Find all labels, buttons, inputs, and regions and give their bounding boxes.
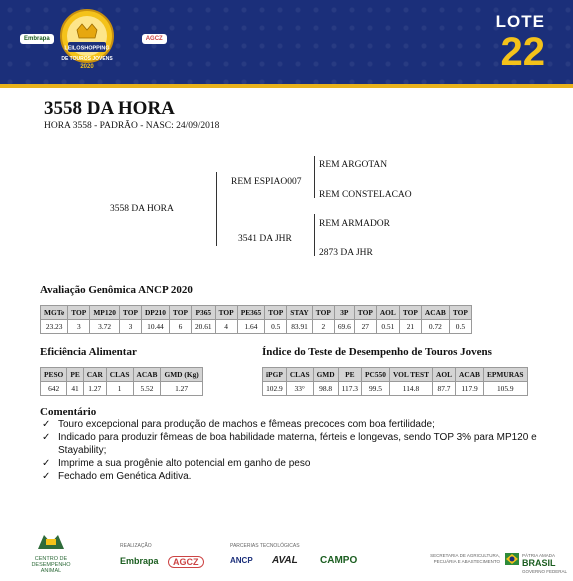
pedigree-connector — [314, 214, 315, 256]
table-cell: 10.44 — [141, 320, 169, 334]
table-cell: 1.64 — [237, 320, 265, 334]
cde-logo-icon — [36, 531, 66, 551]
embrapa-logo: Embrapa — [20, 34, 54, 44]
brasil-logo: BRASIL — [522, 558, 556, 568]
column-header: DP210 — [141, 306, 169, 320]
check-icon: ✓ — [42, 458, 51, 469]
table-cell: 1.27 — [83, 382, 106, 396]
agcz-logo: AGCZ — [142, 34, 167, 44]
table-cell: 2 — [312, 320, 334, 334]
comments-title: Comentário — [40, 406, 97, 418]
column-header: EPMURAS — [483, 368, 527, 382]
campo-logo: CAMPO — [320, 555, 358, 566]
table-row — [41, 306, 472, 320]
column-header: ACAB — [456, 368, 484, 382]
performance-title: Índice do Teste de Desempenho de Touros Jovens — [262, 346, 492, 358]
column-header: ACAB — [421, 306, 449, 320]
column-header: TOP — [265, 306, 287, 320]
table-cell: 83.91 — [287, 320, 313, 334]
column-header: TOP — [119, 306, 141, 320]
table-cell: 20.61 — [191, 320, 215, 334]
column-header: PE365 — [237, 306, 265, 320]
column-header: PE — [67, 368, 83, 382]
column-header: P365 — [191, 306, 215, 320]
table-cell: 4 — [215, 320, 237, 334]
column-header: AOL — [433, 368, 456, 382]
table-cell: 27 — [354, 320, 376, 334]
table-cell: 102.9 — [263, 382, 287, 396]
comments-list — [40, 418, 540, 483]
table-cell: 3 — [68, 320, 90, 334]
brasil-flag-icon — [505, 553, 519, 565]
list-item — [40, 470, 540, 483]
pedigree-connector — [314, 156, 315, 198]
pedigree-dam: 3541 DA JHR — [238, 234, 292, 244]
brasil-top-label: PÁTRIA AMADA — [522, 553, 556, 558]
table-cell: 3.72 — [90, 320, 120, 334]
ancp-logo: ANCP — [230, 556, 253, 565]
table-cell: 117.3 — [338, 382, 361, 396]
list-item — [40, 457, 540, 470]
table-cell: 69.6 — [334, 320, 354, 334]
table-cell: 21 — [399, 320, 421, 334]
leiloshopping-emblem — [52, 6, 122, 76]
comment-text: Imprime a sua progênie alto potencial em ganho de peso — [58, 458, 311, 469]
column-header: MGTe — [41, 306, 68, 320]
list-item — [40, 418, 540, 431]
table-row — [41, 382, 203, 396]
parcerias-label: PARCERIAS TECNOLÓGICAS — [230, 543, 300, 549]
column-header: GMD — [313, 368, 338, 382]
lote-number: 22 — [500, 30, 545, 74]
pedigree-sire-sire: REM ARGOTAN — [319, 160, 388, 170]
column-header: TOP — [449, 306, 471, 320]
column-header: TOP — [354, 306, 376, 320]
table-cell: 23.23 — [41, 320, 68, 334]
comment-text: Fechado em Genética Aditiva. — [58, 471, 192, 482]
feed-title: Eficiência Alimentar — [40, 346, 137, 358]
table-cell: 1.27 — [161, 382, 202, 396]
lote-label: LOTE — [495, 12, 545, 31]
pedigree-sire-dam: REM CONSTELACAO — [319, 190, 412, 200]
column-header: 3P — [334, 306, 354, 320]
table-cell: 98.8 — [313, 382, 338, 396]
table-cell: 105.9 — [483, 382, 527, 396]
event-name: LEILOSHOPPING — [64, 45, 110, 52]
column-header: TOP — [68, 306, 90, 320]
column-header: iPGP — [263, 368, 287, 382]
table-cell: 114.8 — [389, 382, 432, 396]
table-row — [263, 368, 528, 382]
table-cell: 5.52 — [133, 382, 161, 396]
table-cell: 0.51 — [376, 320, 399, 334]
table-cell: 642 — [41, 382, 67, 396]
agcz-footer-logo: AGCZ — [168, 556, 204, 568]
performance-table — [262, 367, 528, 396]
column-header: TOP — [312, 306, 334, 320]
table-cell: 6 — [169, 320, 191, 334]
governo-label: GOVERNO FEDERAL — [522, 569, 568, 574]
table-cell: 33° — [286, 382, 313, 396]
table-cell: 117.9 — [456, 382, 484, 396]
table-row — [41, 320, 472, 334]
embrapa-footer-logo: Embrapa — [120, 556, 159, 566]
table-cell: 41 — [67, 382, 83, 396]
page-header — [0, 0, 573, 84]
pedigree-sire: REM ESPIAO007 — [231, 177, 302, 187]
table-cell: 99.5 — [361, 382, 389, 396]
column-header: VOL TEST — [389, 368, 432, 382]
header-gold-strip — [0, 84, 573, 88]
column-header: PESO — [41, 368, 67, 382]
column-header: GMD (Kg) — [161, 368, 202, 382]
animal-info: HORA 3558 - PADRÃO - NASC: 24/09/2018 — [44, 121, 220, 131]
animal-name: 3558 DA HORA — [44, 98, 175, 119]
event-subtitle: DE TOUROS JOVENS — [61, 56, 113, 62]
pedigree-connector — [216, 172, 217, 246]
check-icon: ✓ — [42, 471, 51, 482]
table-cell: 0.5 — [265, 320, 287, 334]
genomic-table — [40, 305, 472, 334]
realizacao-label: REALIZAÇÃO — [120, 543, 152, 549]
table-cell: 3 — [119, 320, 141, 334]
table-cell: 0.5 — [449, 320, 471, 334]
pedigree-dam-sire: REM ARMADOR — [319, 219, 390, 229]
column-header: MP120 — [90, 306, 120, 320]
table-row — [263, 382, 528, 396]
check-icon: ✓ — [42, 419, 51, 430]
column-header: TOP — [399, 306, 421, 320]
column-header: TOP — [215, 306, 237, 320]
genomic-title: Avaliação Genômica ANCP 2020 — [40, 284, 193, 296]
check-icon: ✓ — [42, 432, 51, 443]
column-header: STAY — [287, 306, 313, 320]
comment-text: Indicado para produzir fêmeas de boa habilidade materna, férteis e longevas, sendo TOP 3% para MP120 e Stayability; — [58, 432, 537, 456]
pedigree-animal: 3558 DA HORA — [110, 204, 174, 214]
table-cell: 0.72 — [421, 320, 449, 334]
table-cell: 1 — [106, 382, 133, 396]
feed-table — [40, 367, 203, 396]
column-header: CAR — [83, 368, 106, 382]
column-header: CLAS — [286, 368, 313, 382]
column-header: PE — [338, 368, 361, 382]
column-header: CLAS — [106, 368, 133, 382]
aval-logo: AVAL — [272, 555, 298, 566]
list-item — [40, 431, 540, 457]
table-cell: 87.7 — [433, 382, 456, 396]
column-header: ACAB — [133, 368, 161, 382]
comment-text: Touro excepcional para produção de machos e fêmeas precoces com boa fertilidade; — [58, 419, 435, 430]
column-header: PC550 — [361, 368, 389, 382]
event-year: 2020 — [80, 64, 94, 70]
cde-label: CENTRO DE DESEMPENHO ANIMAL — [31, 556, 71, 574]
pedigree-dam-dam: 2873 DA JHR — [319, 248, 373, 258]
column-header: TOP — [169, 306, 191, 320]
table-row — [41, 368, 203, 382]
column-header: AOL — [376, 306, 399, 320]
secretaria-label: SECRETARIA DE AGRICULTURA, PECUÁRIA E ABASTECIMENTO — [430, 553, 500, 564]
